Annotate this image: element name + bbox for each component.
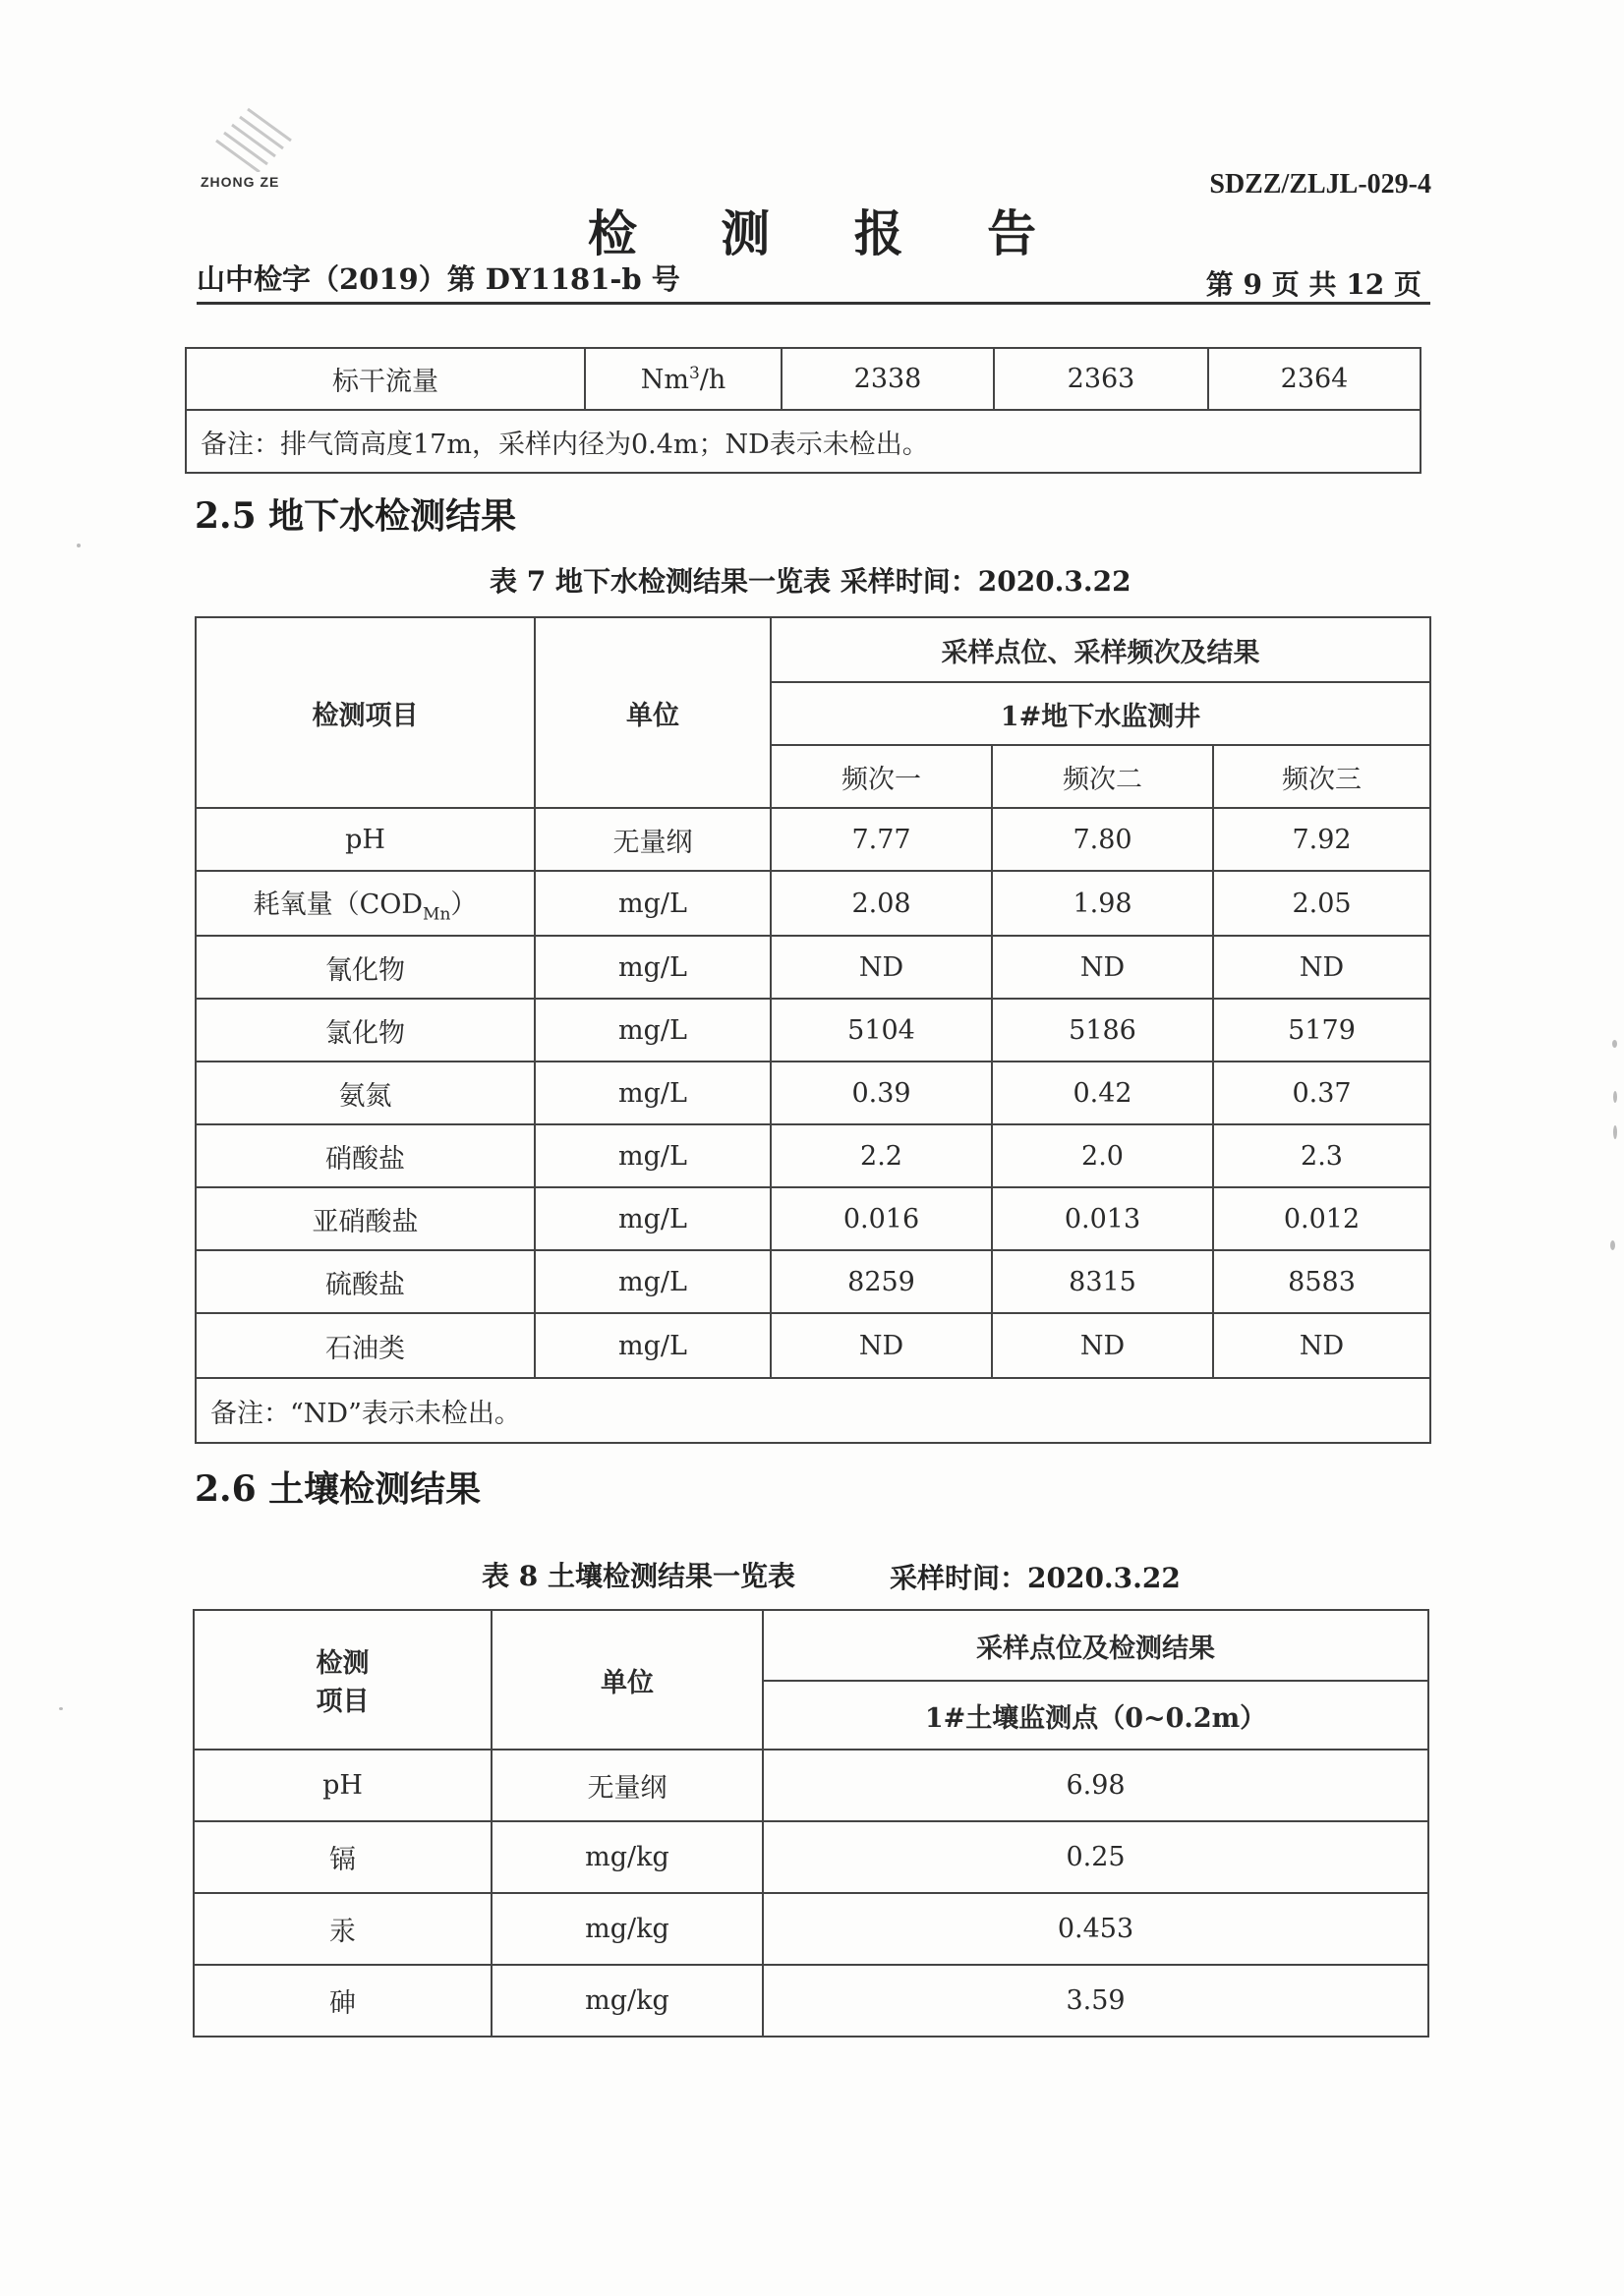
value-cell: 0.25: [763, 1821, 1428, 1893]
unit-cell: 无量纲: [535, 808, 771, 871]
unit-cell: Nm$^3$/h: [585, 348, 782, 410]
value-cell: 7.77: [771, 808, 992, 871]
header-freq-1: 频次一: [771, 745, 992, 808]
groundwater-table: [195, 616, 1431, 1444]
value-cell: 0.42: [992, 1062, 1213, 1124]
unit-cell: mg/L: [535, 1124, 771, 1187]
item-cell: 硫酸盐: [196, 1250, 535, 1313]
scan-speck: [1613, 1091, 1617, 1103]
previous-table: [185, 347, 1421, 474]
table-row: [194, 1750, 1428, 1821]
page-info: 第 9 页 共 12 页: [1205, 268, 1421, 301]
report-number: 山中检字（2019）第 DY1181-b 号: [197, 262, 680, 296]
table-note: 备注：“ND”表示未检出。: [196, 1378, 1430, 1443]
value-cell: 0.453: [763, 1893, 1428, 1965]
value-cell: ND: [1213, 1313, 1430, 1378]
item-cell: 氨氮: [196, 1062, 535, 1124]
table-row: [186, 348, 1421, 410]
value-cell: 2364: [1208, 348, 1421, 410]
table-row: [196, 808, 1430, 871]
table-row: [196, 999, 1430, 1062]
value-cell: ND: [771, 936, 992, 999]
section-heading-soil: 2.6 土壤检测结果: [195, 1468, 482, 1510]
header-divider: [197, 302, 1430, 305]
logo-text: ZHONG ZE: [201, 174, 280, 190]
scan-speck: [77, 544, 81, 547]
table-row: [196, 1313, 1430, 1378]
unit-cell: mg/L: [535, 1187, 771, 1250]
value-cell: 7.80: [992, 808, 1213, 871]
item-cell: 耗氧量$(COD_{Mn})$: [196, 871, 535, 936]
value-cell: ND: [771, 1313, 992, 1378]
scan-speck: [1612, 1040, 1617, 1048]
item-cell: 标干流量: [186, 348, 585, 410]
value-cell: 8259: [771, 1250, 992, 1313]
table-row: [196, 1124, 1430, 1187]
unit-cell: mg/L: [535, 936, 771, 999]
table-caption-8: 表 8 土壤检测结果一览表: [482, 1560, 795, 1592]
table-row: [194, 1893, 1428, 1965]
unit-cell: mg/L: [535, 999, 771, 1062]
header-group: 采样点位、采样频次及结果: [771, 617, 1430, 682]
value-cell: 5104: [771, 999, 992, 1062]
unit-cell: mg/L: [535, 871, 771, 936]
table-row: [196, 1187, 1430, 1250]
header-item-line-1: 检测: [316, 1648, 370, 1679]
value-cell: ND: [992, 936, 1213, 999]
value-cell: 5179: [1213, 999, 1430, 1062]
table-caption-7: 表 7 地下水检测结果一览表 采样时间：2020.3.22: [490, 565, 1131, 598]
item-cell: 氯化物: [196, 999, 535, 1062]
header-unit: 单位: [492, 1610, 763, 1750]
value-cell: 0.013: [992, 1187, 1213, 1250]
note-row: [196, 1378, 1430, 1443]
unit-cell: mg/L: [535, 1062, 771, 1124]
value-cell: 5186: [992, 999, 1213, 1062]
value-cell: 3.59: [763, 1965, 1428, 2037]
header-freq-2: 频次二: [992, 745, 1213, 808]
table-row: [196, 1062, 1430, 1124]
item-cell: pH: [194, 1750, 492, 1821]
value-cell: 0.39: [771, 1062, 992, 1124]
table-row: [194, 1821, 1428, 1893]
unit-cell: mg/L: [535, 1313, 771, 1378]
header-site: 1#地下水监测井: [771, 682, 1430, 745]
table-note: 备注：排气筒高度17m，采样内径为0.4m；ND表示未检出。: [186, 410, 1421, 473]
table-row: [194, 1965, 1428, 2037]
value-cell: 6.98: [763, 1750, 1428, 1821]
document-code: SDZZ/ZLJL-029-4: [1209, 169, 1431, 200]
table-header-row: [194, 1610, 1428, 1681]
value-cell: 0.016: [771, 1187, 992, 1250]
note-row: [186, 410, 1421, 473]
value-cell: 2.05: [1213, 871, 1430, 936]
value-cell: 8315: [992, 1250, 1213, 1313]
document-title: 检 测 报 告: [587, 204, 1071, 262]
header-item: 检测项目: [196, 617, 535, 808]
value-cell: 2.2: [771, 1124, 992, 1187]
unit-cell: mg/kg: [492, 1821, 763, 1893]
company-logo: [197, 103, 315, 192]
item-cell: pH: [196, 808, 535, 871]
value-cell: ND: [992, 1313, 1213, 1378]
value-cell: 2.3: [1213, 1124, 1430, 1187]
table-header-row: [196, 617, 1430, 682]
value-cell: 7.92: [1213, 808, 1430, 871]
header-group: 采样点位及检测结果: [763, 1610, 1428, 1681]
unit-cell: mg/L: [535, 1250, 771, 1313]
section-heading-groundwater: 2.5 地下水检测结果: [195, 495, 517, 537]
header-freq-3: 频次三: [1213, 745, 1430, 808]
header-unit: 单位: [535, 617, 771, 808]
table-row: [196, 936, 1430, 999]
unit-cell: mg/kg: [492, 1965, 763, 2037]
item-cell: 硝酸盐: [196, 1124, 535, 1187]
value-cell: 8583: [1213, 1250, 1430, 1313]
sampling-time: 采样时间：2020.3.22: [890, 1562, 1181, 1594]
value-cell: ND: [1213, 936, 1430, 999]
value-cell: 0.012: [1213, 1187, 1430, 1250]
item-cell: 石油类: [196, 1313, 535, 1378]
table-row: [196, 871, 1430, 936]
scan-speck: [59, 1707, 63, 1710]
header-item-line-2: 项目: [316, 1687, 370, 1717]
header-item: [194, 1610, 492, 1750]
item-cell: 砷: [194, 1965, 492, 2037]
unit-cell: mg/kg: [492, 1893, 763, 1965]
scan-speck: [1610, 1240, 1615, 1250]
value-cell: 2.08: [771, 871, 992, 936]
scan-speck: [1613, 1125, 1617, 1139]
item-cell: 汞: [194, 1893, 492, 1965]
unit-cell: 无量纲: [492, 1750, 763, 1821]
item-cell: 镉: [194, 1821, 492, 1893]
item-cell: 亚硝酸盐: [196, 1187, 535, 1250]
value-cell: 2363: [994, 348, 1208, 410]
value-cell: 0.37: [1213, 1062, 1430, 1124]
value-cell: 2.0: [992, 1124, 1213, 1187]
logo-mark-icon: [206, 103, 295, 172]
table-row: [196, 1250, 1430, 1313]
soil-table: [193, 1609, 1429, 2038]
value-cell: 2338: [782, 348, 994, 410]
header-site: 1#土壤监测点（0~0.2m）: [763, 1681, 1428, 1750]
item-cell: 氰化物: [196, 936, 535, 999]
value-cell: 1.98: [992, 871, 1213, 936]
